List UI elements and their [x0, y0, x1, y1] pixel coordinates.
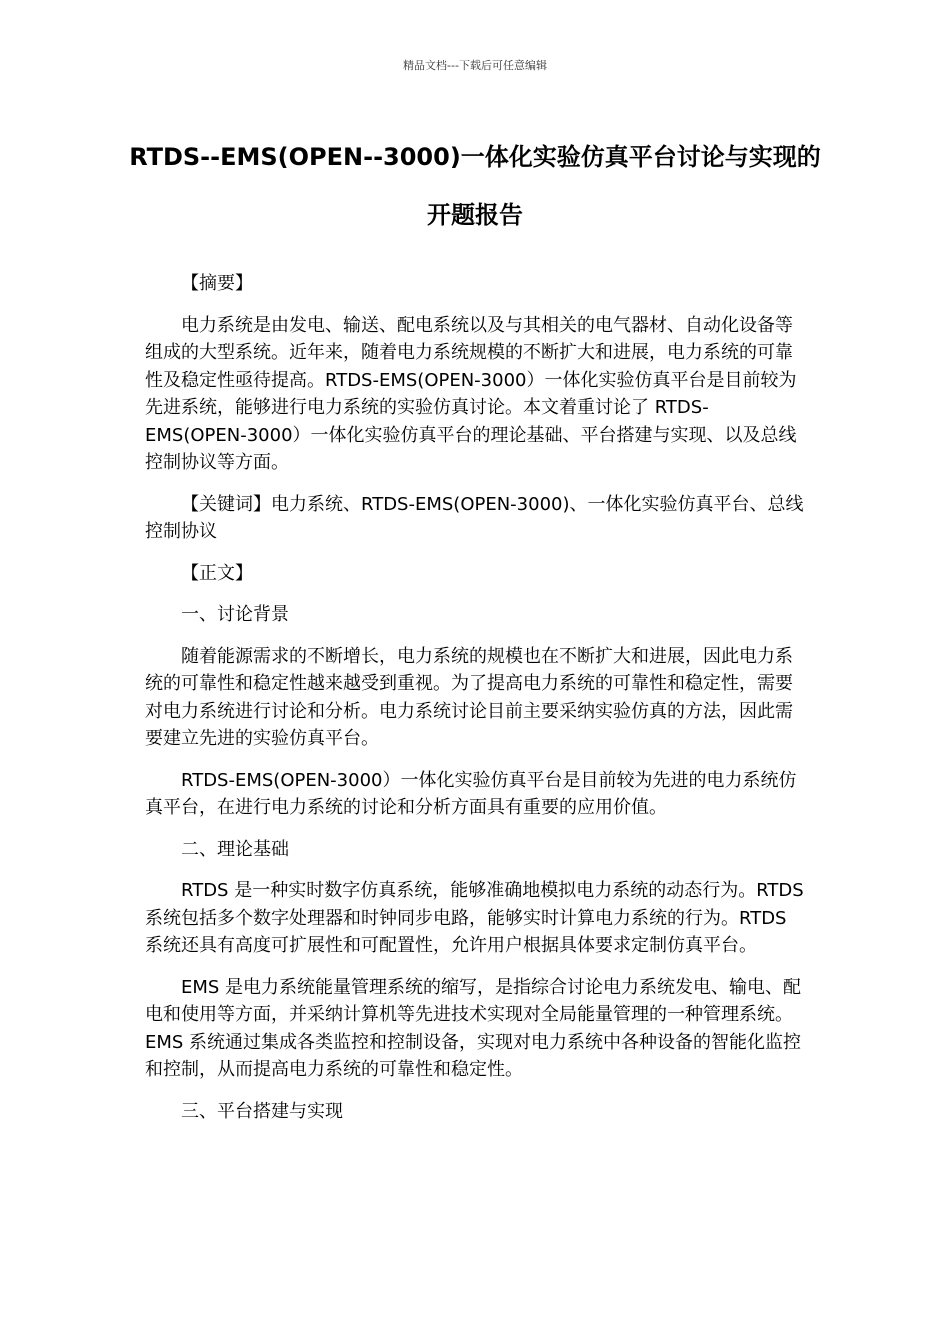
document-body — [145, 270, 810, 1139]
abstract-paragraph: 电力系统是由发电、输送、配电系统以及与其相关的电气器材、自动化设备等组成的大型系统。近年来，随着电力系统规模的不断扩大和进展，电力系统的可靠性及稳定性亟待提高。RTDS-EMS(OPEN-3000）一体化实验仿真平台是目前较为先进系统，能够进行电力系统的实验仿真讨论。本文着重讨论了 RTDS-EMS(OPEN-3000）一体化实验仿真平台的理论基础、平台搭建与实现、以及总线控制协议等方面。 — [145, 314, 797, 473]
theory-paragraph-ems: EMS 是电力系统能量管理系统的缩写，是指综合讨论电力系统发电、输电、配电和使用等方面，并采纳计算机等先进技术实现对全局能量管理的一种管理系统。EMS 系统通过集成各类监控和控制设备，实现对电力系统中各种设备的智能化监控和控制，从而提高电力系统的可靠性和稳定性。 — [145, 976, 802, 1080]
section-heading-background: 一、讨论背景 — [181, 604, 289, 625]
section-heading-platform: 三、平台搭建与实现 — [181, 1100, 343, 1122]
background-paragraph-2: RTDS-EMS(OPEN-3000）一体化实验仿真平台是目前较为先进的电力系统仿真平台，在进行电力系统的讨论和分析方面具有重要的应用价值。 — [145, 769, 797, 818]
header-note: 精品文档---下载后可任意编辑 — [403, 59, 547, 72]
document-title: RTDS--EMS(OPEN--3000)一体化实验仿真平台讨论与实现的开题报告 — [129, 143, 821, 229]
section-heading-theory: 二、理论基础 — [181, 838, 289, 860]
abstract-heading: 【摘要】 — [181, 273, 253, 294]
theory-paragraph-rtds: RTDS 是一种实时数字仿真系统，能够准确地模拟电力系统的动态行为。RTDS 系统包括多个数字处理器和时钟同步电路，能够实时计算电力系统的行为。RTDS 系统还具有高度可扩展性和可配置性，允许用户根据具体要求定制仿真平台。 — [145, 880, 804, 956]
background-paragraph-1: 随着能源需求的不断增长，电力系统的规模也在不断扩大和进展，因此电力系统的可靠性和稳定性越来越受到重视。为了提高电力系统的可靠性和稳定性，需要对电力系统进行讨论和分析。电力系统讨论目前主要采纳实验仿真的方法，因此需要建立先进的实验仿真平台。 — [145, 645, 793, 749]
body-heading: 【正文】 — [181, 562, 253, 584]
keywords-paragraph: 【关键词】电力系统、RTDS-EMS(OPEN-3000)、一体化实验仿真平台、总线控制协议 — [145, 493, 804, 542]
